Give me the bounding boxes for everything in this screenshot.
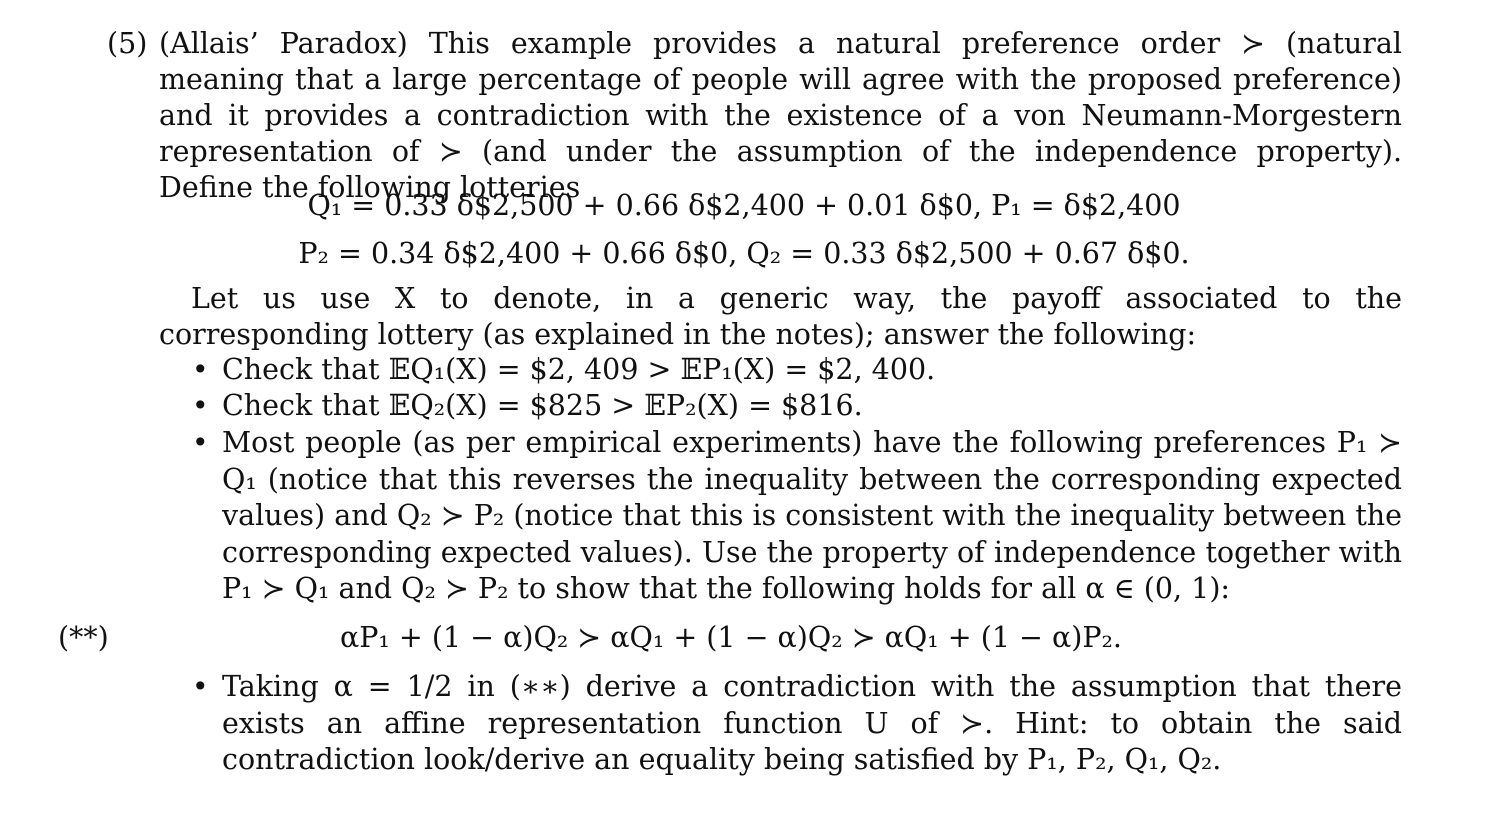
instruction-paragraph: Let us use X to denote, in a generic way, the payoff associated to the corresponding lottery (as explained in the notes); answer the following: (159, 282, 1402, 351)
problem-block (107, 26, 1402, 206)
list-item-text: Taking α = 1/2 in (∗∗) derive a contradiction with the assumption that there exists an affine representation function U of ≻. Hint: to obtain the said contradiction look/derive an equality being satisfied by P₁, P₂, Q₁, Q₂. (222, 670, 1402, 776)
list-item (192, 669, 1402, 779)
problem-number: (5) (107, 27, 148, 60)
bullet-icon: • (192, 426, 209, 459)
lottery-equation-2: P₂ = 0.34 δ$2,400 + 0.66 δ$0, Q₂ = 0.33 δ$2,500 + 0.67 δ$0. (298, 237, 1190, 270)
list-item (192, 352, 1402, 389)
list-item-text: Most people (as per empirical experiments) have the following preferences P₁ ≻ Q₁ (notice that this reverses the inequality between the corresponding expected values) and Q₂ ≻ P₂ (notice that this is consistent with the inequality between the corresponding expected values). Use the property of independence together with P₁ ≻ Q₁ and Q₂ ≻ P₂ to show that the following holds for all α ∈ (0, 1): (222, 426, 1402, 605)
list-item (192, 388, 1402, 425)
list-item-text: Check that 𝔼Q₂(X) = $825 > 𝔼P₂(X) = $816. (222, 389, 863, 422)
display-equation: αP₁ + (1 − α)Q₂ ≻ αQ₁ + (1 − α)Q₂ ≻ αQ₁ + (1 − α)P₂. (340, 621, 1122, 654)
bullet-icon: • (192, 353, 209, 386)
lottery-equation-1: Q₁ = 0.33 δ$2,500 + 0.66 δ$2,400 + 0.01 δ$0, P₁ = δ$2,400 (307, 189, 1181, 222)
bullet-icon: • (192, 670, 209, 703)
equation-tag: (**) (58, 621, 109, 654)
list-item-text: Check that 𝔼Q₁(X) = $2, 409 > 𝔼P₁(X) = $2, 400. (222, 353, 936, 386)
bullet-icon: • (192, 389, 209, 422)
problem-intro: (Allais’ Paradox) This example provides a natural preference order ≻ (natural meaning that a large percentage of people will agree with the proposed preference) and it provides a contradiction with the existence of a von Neumann-Morgestern representation of ≻ (and under the assumption of the independence property). Define the following lotteries (159, 27, 1402, 204)
problem-header (107, 26, 1402, 206)
list-item (192, 425, 1402, 608)
